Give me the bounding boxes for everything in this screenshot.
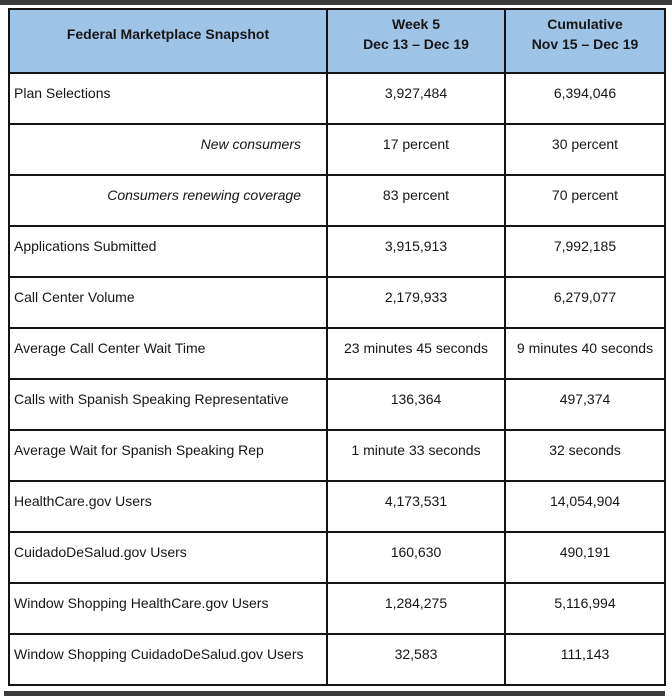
row-label-cell: Applications Submitted [10, 227, 328, 278]
week-value-cell: 17 percent [328, 125, 506, 176]
table-row [10, 227, 664, 278]
table-row [10, 380, 664, 431]
table-row [10, 278, 664, 329]
table-row [10, 431, 664, 482]
cumulative-column-header-cell [506, 10, 664, 74]
cumulative-value-cell: 497,374 [506, 380, 664, 431]
cumulative-value-cell: 111,143 [506, 635, 664, 684]
week-value-cell: 3,927,484 [328, 74, 506, 125]
table-title: Federal Marketplace Snapshot [66, 26, 270, 42]
table-row [10, 125, 664, 176]
row-label-cell: Window Shopping CuidadoDeSalud.gov Users [10, 635, 328, 684]
cumulative-column-label: Cumulative [547, 16, 623, 32]
table-row [10, 329, 664, 380]
cumulative-value-cell: 6,394,046 [506, 74, 664, 125]
week-value-cell: 3,915,913 [328, 227, 506, 278]
row-label-cell: Average Call Center Wait Time [10, 329, 328, 380]
week-column-label: Week 5 [392, 16, 440, 32]
cumulative-value-cell: 5,116,994 [506, 584, 664, 635]
row-label-cell: Call Center Volume [10, 278, 328, 329]
table-header-row [10, 10, 664, 74]
week-value-cell: 83 percent [328, 176, 506, 227]
table-row [10, 176, 664, 227]
cumulative-value-cell: 7,992,185 [506, 227, 664, 278]
week-value-cell: 32,583 [328, 635, 506, 684]
table-row [10, 533, 664, 584]
cumulative-value-cell: 14,054,904 [506, 482, 664, 533]
row-label-cell: CuidadoDeSalud.gov Users [10, 533, 328, 584]
page-bottom-edge-bar [4, 691, 665, 696]
week-value-cell: 160,630 [328, 533, 506, 584]
cumulative-value-cell: 490,191 [506, 533, 664, 584]
week-value-cell: 2,179,933 [328, 278, 506, 329]
page-top-edge-bar [0, 0, 672, 5]
federal-marketplace-snapshot-table [8, 8, 666, 686]
week-value-cell: 136,364 [328, 380, 506, 431]
row-label-cell: Average Wait for Spanish Speaking Rep [10, 431, 328, 482]
row-label-cell: HealthCare.gov Users [10, 482, 328, 533]
table-row [10, 635, 664, 684]
cumulative-value-cell: 9 minutes 40 seconds [506, 329, 664, 380]
row-label-cell: New consumers [10, 125, 328, 176]
week-column-header-cell [328, 10, 506, 74]
row-label-cell: Calls with Spanish Speaking Representative [10, 380, 328, 431]
row-label-cell: Consumers renewing coverage [10, 176, 328, 227]
row-label-cell: Plan Selections [10, 74, 328, 125]
week-value-cell: 23 minutes 45 seconds [328, 329, 506, 380]
cumulative-column-dates: Nov 15 – Dec 19 [531, 36, 639, 52]
week-value-cell: 1,284,275 [328, 584, 506, 635]
cumulative-value-cell: 70 percent [506, 176, 664, 227]
table-title-header-cell [10, 10, 328, 74]
week-value-cell: 4,173,531 [328, 482, 506, 533]
cumulative-value-cell: 6,279,077 [506, 278, 664, 329]
week-column-dates: Dec 13 – Dec 19 [363, 36, 469, 52]
row-label-cell: Window Shopping HealthCare.gov Users [10, 584, 328, 635]
table-row [10, 74, 664, 125]
week-value-cell: 1 minute 33 seconds [328, 431, 506, 482]
table-row [10, 584, 664, 635]
cumulative-value-cell: 32 seconds [506, 431, 664, 482]
table-row [10, 482, 664, 533]
cumulative-value-cell: 30 percent [506, 125, 664, 176]
